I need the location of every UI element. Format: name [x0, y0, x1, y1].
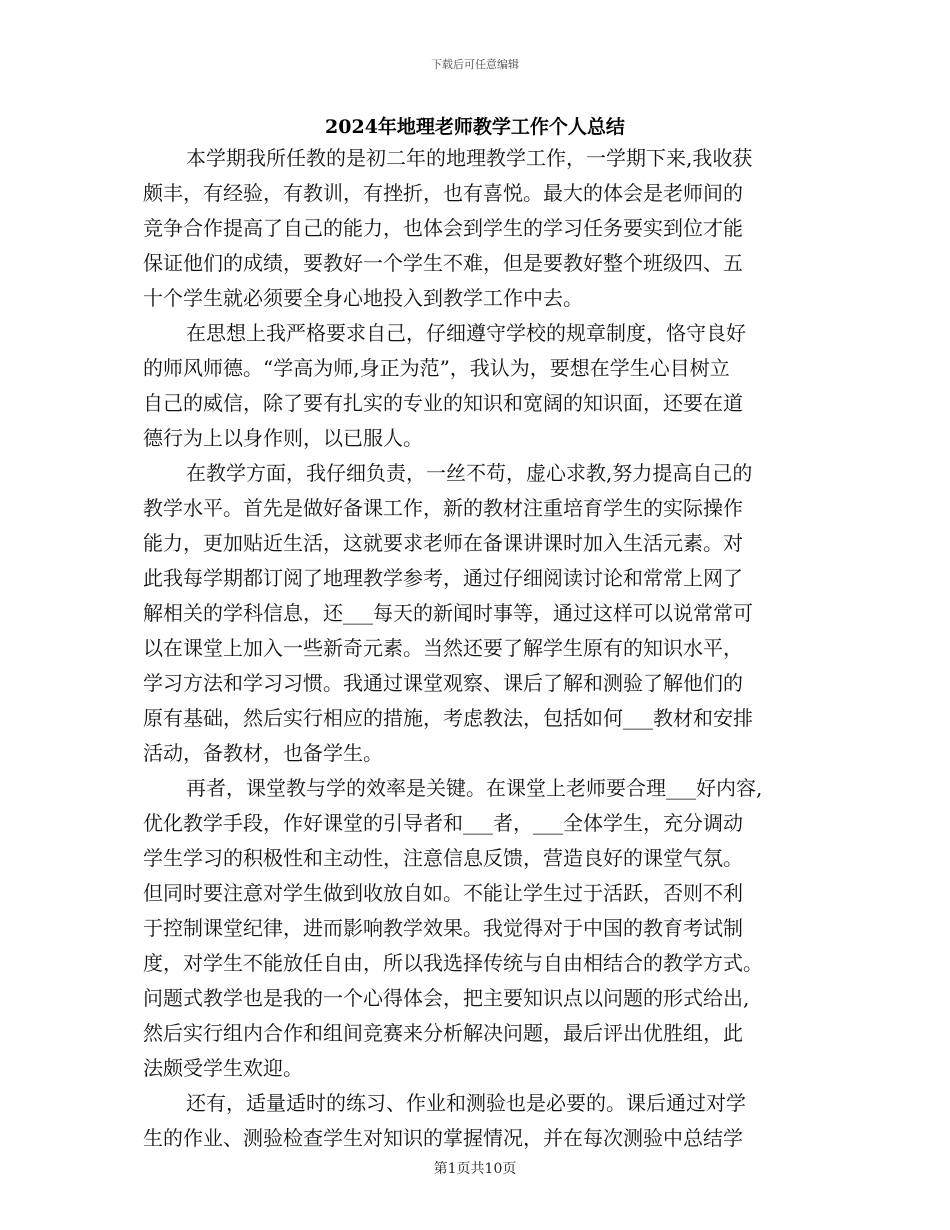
- paragraph-line: 本学期我所任教的是初二年的地理教学工作，一学期下来,我收获: [186, 146, 753, 170]
- paragraph-line: 在教学方面，我仔细负责，一丝不苟，虚心求教,努力提高自己的: [186, 461, 753, 485]
- paragraph-line: 然后实行组内合作和组间竞赛来分析解决问题，最后评出优胜组，此: [143, 1021, 743, 1045]
- paragraph-line: 德行为上以身作则，以已服人。: [143, 426, 423, 450]
- paragraph-line: 原有基础，然后实行相应的措施，考虑教法，包括如何___教材和安排: [143, 706, 753, 730]
- paragraph-line: 能力，更加贴近生活，这就要求老师在备课讲课时加入生活元素。对: [143, 531, 743, 555]
- paragraph-line: 保证他们的成绩，要教好一个学生不难，但是要教好整个班级四、五: [143, 251, 743, 275]
- paragraph-line: 颇丰，有经验，有教训，有挫折，也有喜悦。最大的体会是老师间的: [143, 181, 743, 205]
- paragraph-line: 的师风师德。“学高为师,身正为范”，我认为，要想在学生心目树立: [143, 356, 730, 380]
- paragraph-line: 活动，备教材，也备学生。: [143, 741, 383, 765]
- paragraph-line: 解相关的学科信息，还___每天的新闻时事等，通过这样可以说常常可: [143, 601, 753, 625]
- paragraph-line: 在思想上我严格要求自己，仔细遵守学校的规章制度，恪守良好: [186, 321, 746, 345]
- paragraph-line: 此我每学期都订阅了地理教学参考，通过仔细阅读讨论和常常上网了: [143, 566, 743, 590]
- paragraph-line: 还有，适量适时的练习、作业和测验也是必要的。课后通过对学: [186, 1091, 746, 1115]
- document-title: 2024年地理老师教学工作个人总结: [325, 116, 625, 138]
- paragraph-line: 法颇受学生欢迎。: [143, 1056, 303, 1080]
- paragraph-line: 竞争合作提高了自己的能力，也体会到学生的学习任务要实到位才能: [143, 216, 743, 240]
- paragraph-line: 生的作业、测验检查学生对知识的掌握情况，并在每次测验中总结学: [143, 1126, 743, 1150]
- paragraph-line: 问题式教学也是我的一个心得体会，把主要知识点以问题的形式给出,: [143, 986, 750, 1010]
- paragraph-line: 于控制课堂纪律，进而影响教学效果。我觉得对于中国的教育考试制: [143, 916, 743, 940]
- paragraph-line: 十个学生就必须要全身心地投入到教学工作中去。: [143, 286, 583, 310]
- paragraph-line: 优化教学手段，作好课堂的引导者和___者，___全体学生，充分调动: [143, 811, 743, 835]
- page-footer: 第1页共10页: [433, 1161, 517, 1177]
- paragraph-line: 度，对学生不能放任自由，所以我选择传统与自由相结合的教学方式。: [143, 951, 763, 975]
- paragraph-line: 自己的威信，除了要有扎实的专业的知识和宽阔的知识面，还要在道: [143, 391, 743, 415]
- paragraph-line: 以在课堂上加入一些新奇元素。当然还要了解学生原有的知识水平，: [143, 636, 743, 660]
- paragraph-line: 再者，课堂教与学的效率是关键。在课堂上老师要合理___好内容,: [186, 776, 763, 800]
- paragraph-line: 教学水平。首先是做好备课工作，新的教材注重培育学生的实际操作: [143, 496, 743, 520]
- paragraph-line: 学生学习的积极性和主动性，注意信息反馈，营造良好的课堂气氛。: [143, 846, 743, 870]
- page-header: 下载后可任意编辑: [431, 58, 519, 71]
- paragraph-line: 学习方法和学习习惯。我通过课堂观察、课后了解和测验了解他们的: [143, 671, 743, 695]
- paragraph-line: 但同时要注意对学生做到收放自如。不能让学生过于活跃，否则不利: [143, 881, 743, 905]
- document-body: [143, 141, 805, 1156]
